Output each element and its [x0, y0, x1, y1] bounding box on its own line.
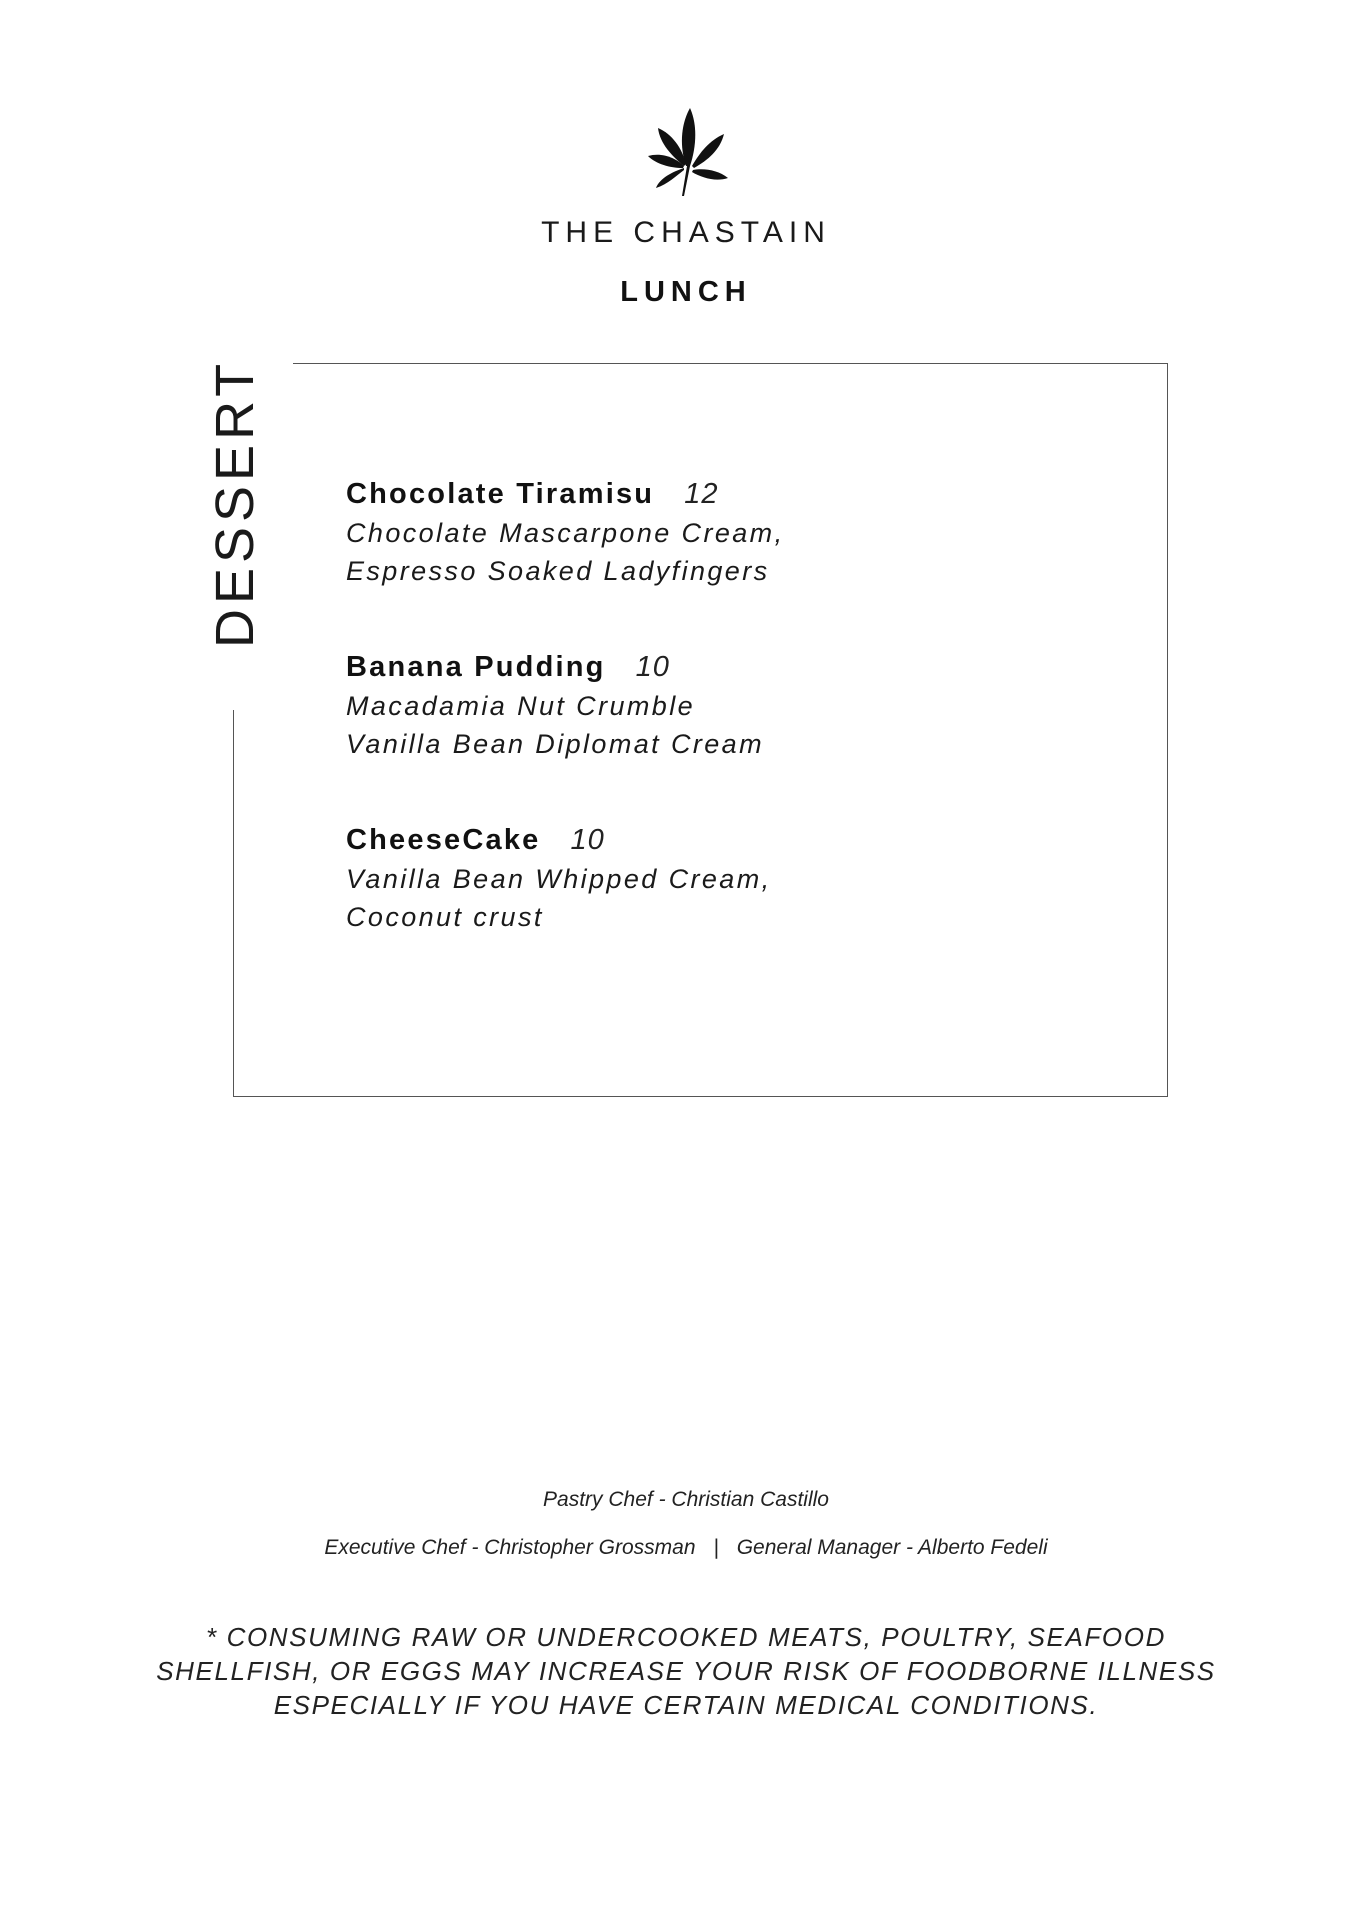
item-description-line: Vanilla Bean Diplomat Cream	[346, 729, 764, 759]
item-name: Banana Pudding	[346, 651, 606, 683]
item-description-line: Vanilla Bean Whipped Cream,	[346, 864, 772, 894]
frame-bottom-line	[233, 1096, 1168, 1097]
credit-dash: -	[471, 1536, 479, 1559]
pastry-chef-name: Christian Castillo	[671, 1488, 829, 1511]
disclaimer-line: * CONSUMING RAW OR UNDERCOOKED MEATS, POULTRY, SEAFOOD	[206, 1622, 1166, 1652]
credit-dash: -	[905, 1536, 913, 1559]
general-manager-name: Alberto Fedeli	[918, 1536, 1048, 1559]
credit-dash: -	[658, 1488, 666, 1511]
frame-top-line	[293, 363, 1168, 364]
menu-item	[346, 474, 1126, 590]
menu-item	[346, 820, 1126, 936]
item-price: 12	[684, 478, 719, 510]
restaurant-name: THE CHASTAIN	[541, 216, 831, 249]
item-name: CheeseCake	[346, 824, 541, 856]
frame-left-line	[233, 710, 234, 1097]
section-label-dessert: DESSERT	[205, 358, 265, 648]
item-price: 10	[570, 824, 605, 856]
staff-credits	[0, 1536, 1372, 1560]
item-name: Chocolate Tiramisu	[346, 478, 655, 510]
general-manager-role: General Manager	[736, 1536, 901, 1559]
dessert-items	[346, 474, 1126, 993]
disclaimer-line: SHELLFISH, OR EGGS MAY INCREASE YOUR RISK OF FOODBORNE ILLNESS	[156, 1656, 1216, 1686]
item-description-line: Chocolate Mascarpone Cream,	[346, 518, 785, 548]
pastry-chef-role: Pastry Chef	[543, 1488, 653, 1511]
disclaimer-line: ESPECIALLY IF YOU HAVE CERTAIN MEDICAL CONDITIONS.	[273, 1690, 1099, 1720]
food-safety-disclaimer	[0, 1620, 1372, 1722]
item-description-line: Macadamia Nut Crumble	[346, 691, 696, 721]
credit-separator: |	[713, 1536, 719, 1559]
item-description-line: Espresso Soaked Ladyfingers	[346, 556, 770, 586]
executive-chef-name: Christopher Grossman	[484, 1536, 696, 1559]
menu-item	[346, 647, 1126, 763]
chestnut-leaf-icon	[646, 104, 730, 196]
menu-title: LUNCH	[620, 276, 752, 308]
executive-chef-role: Executive Chef	[324, 1536, 466, 1559]
item-price: 10	[635, 651, 670, 683]
frame-right-line	[1167, 363, 1168, 1097]
item-description-line: Coconut crust	[346, 902, 544, 932]
pastry-chef-credit	[0, 1488, 1372, 1512]
